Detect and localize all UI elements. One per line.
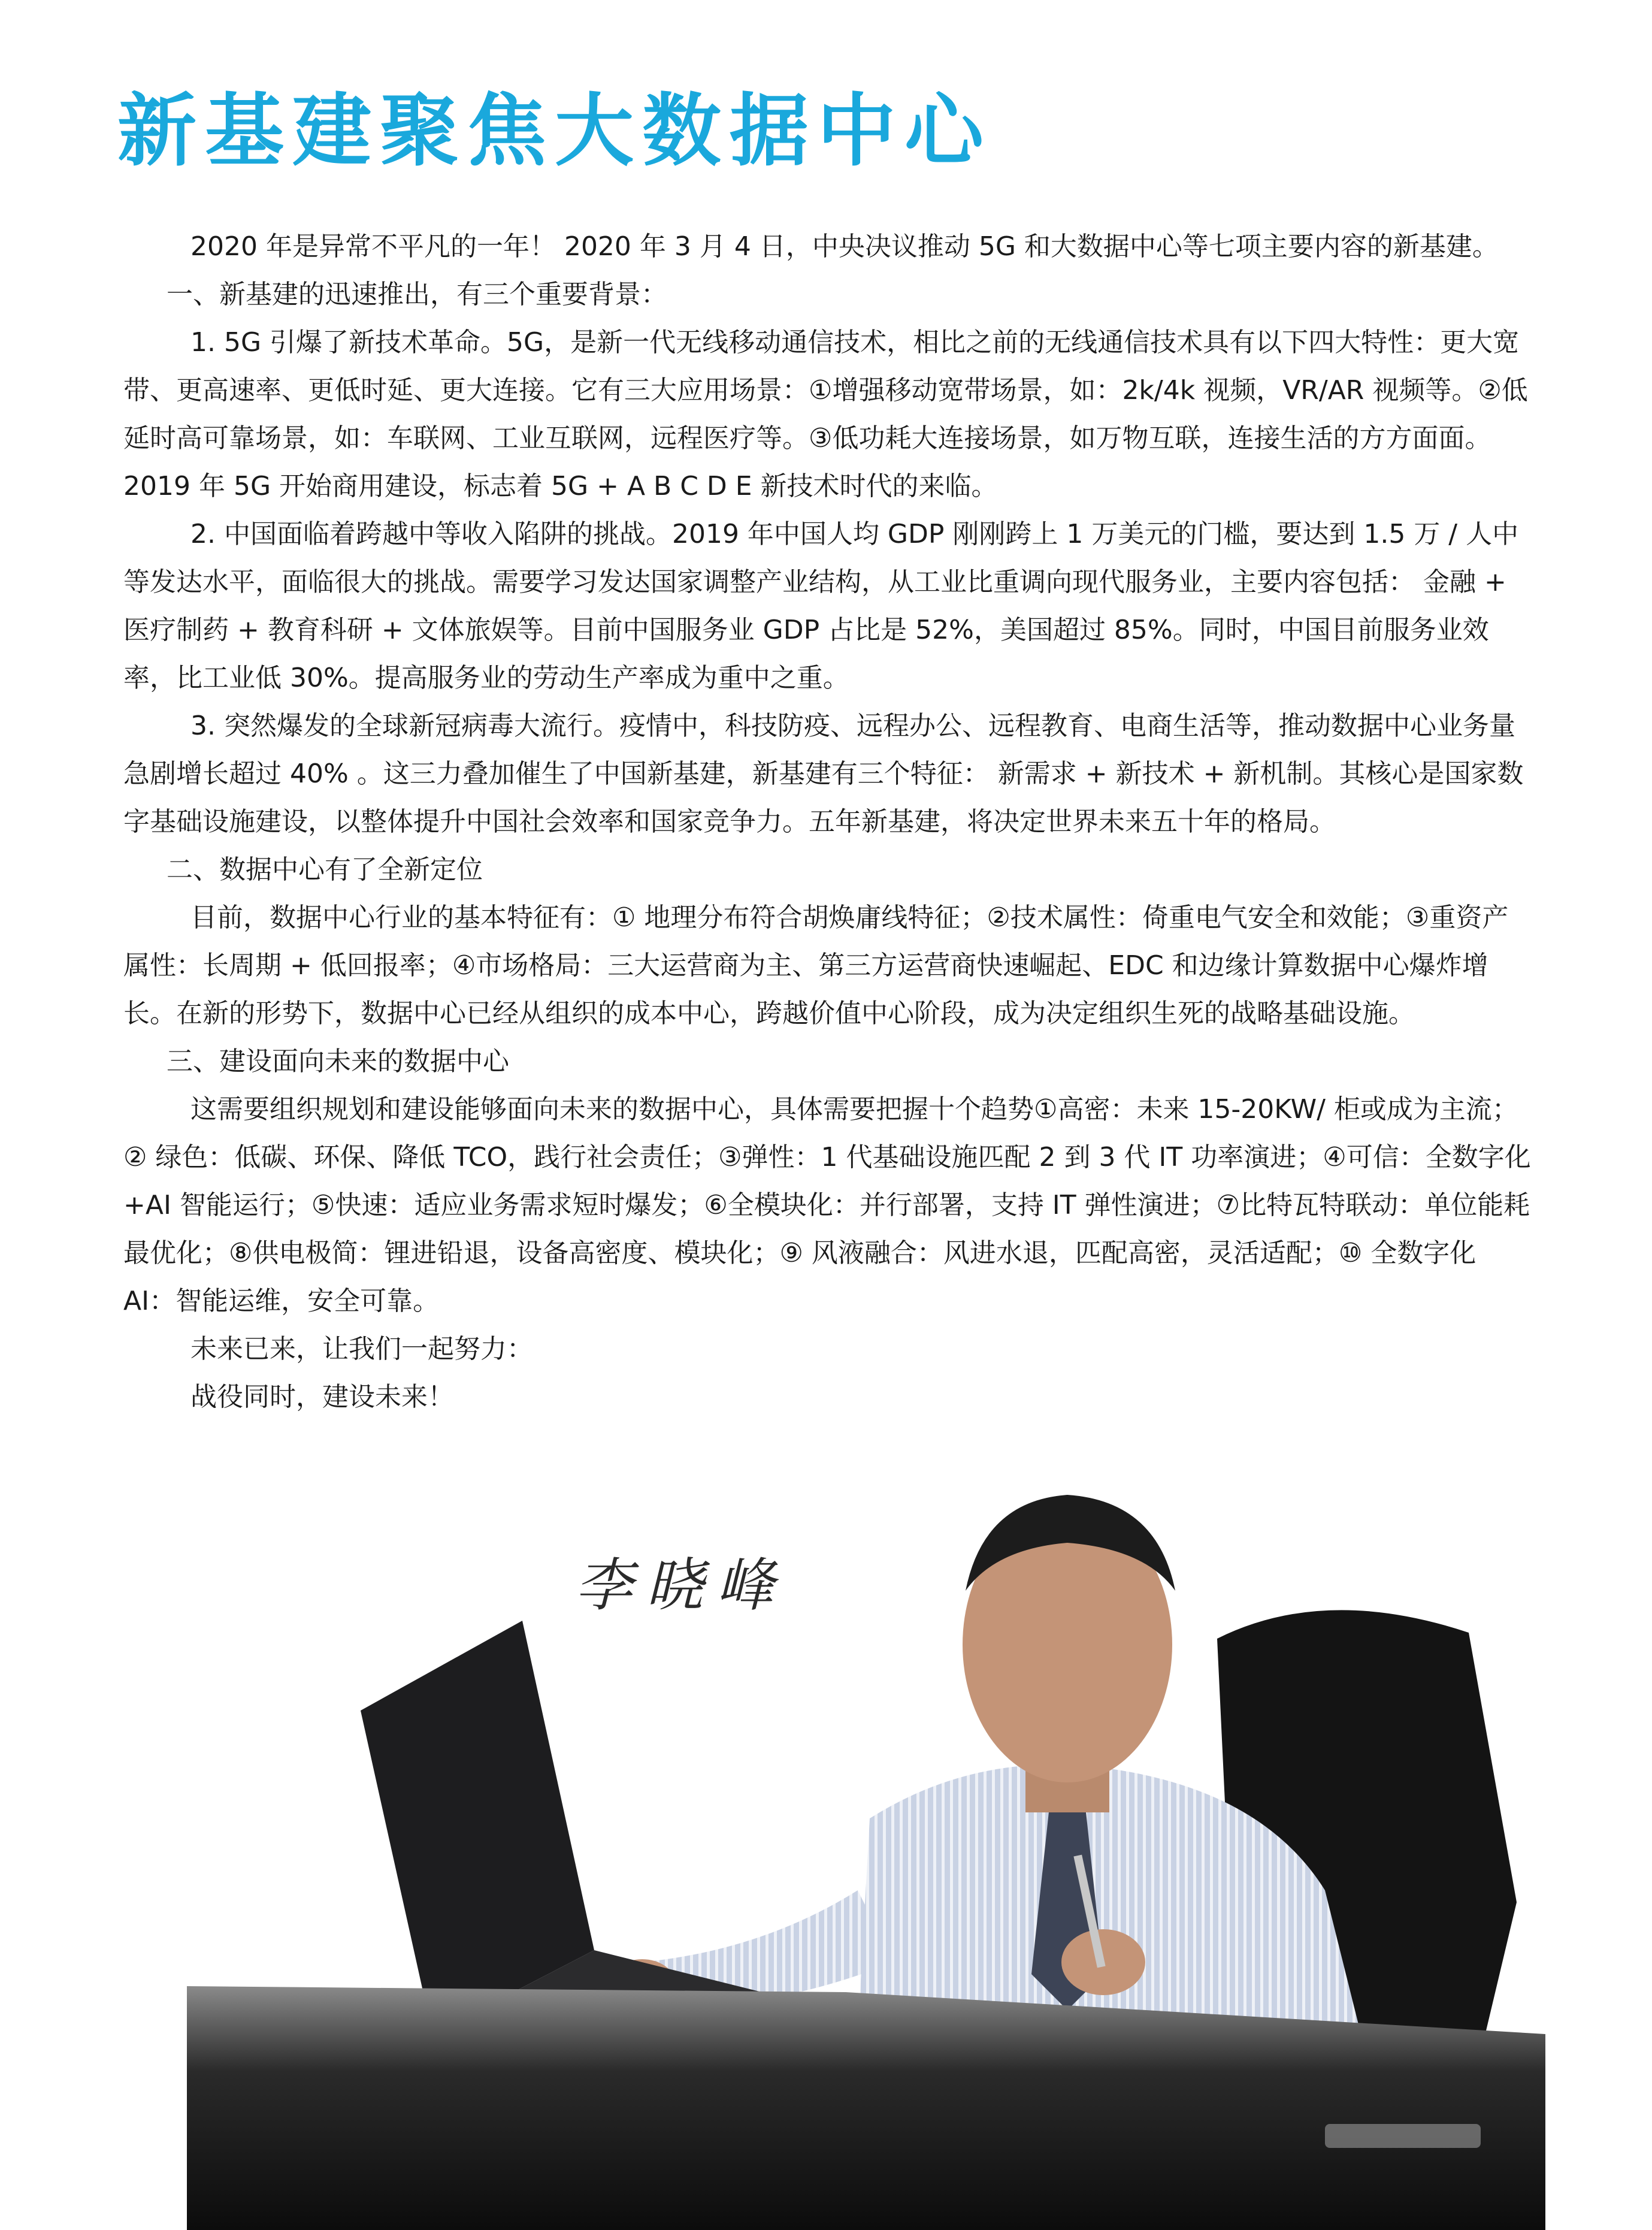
author-photo-illustration (187, 1435, 1545, 2230)
article-title: 新基建聚焦大数据中心 (117, 85, 992, 177)
intro-paragraph: 2020 年是异常不平凡的一年！ 2020 年 3 月 4 日，中央决议推动 5G 和大数据中心等七项主要内容的新基建。 (190, 231, 1499, 262)
closing-line-1: 未来已来，让我们一起努力： (190, 1334, 533, 1364)
body-paragraph-positioning: 目前，数据中心行业的基本特征有：① 地理分布符合胡焕庸线特征；②技术属性：倚重电气安全和效能；③重资产属性：长周期 + 低回报率；④市场格局：三大运营商为主、第三方运营商快速崛起、EDC 和边缘计算数据中心爆炸增长。在新的形势下，数据中心已经从组织的成本中心，跨越价值中心阶段，成为决定组织生死的战略基础设施。 (123, 902, 1509, 1029)
closing-line-2: 战役同时，建设未来！ (190, 1382, 454, 1412)
section-heading-1: 一、新基建的迅速推出，有三个重要背景： (167, 279, 667, 310)
section-heading-2: 二、数据中心有了全新定位 (167, 854, 483, 885)
author-signature: 李晓峰 (575, 1552, 787, 1619)
section-heading-3: 三、建设面向未来的数据中心 (167, 1046, 509, 1077)
author-photo (187, 1435, 1545, 2230)
desk-shape (187, 1986, 1545, 2230)
body-paragraph-pandemic: 3. 突然爆发的全球新冠病毒大流行。疫情中，科技防疫、远程办公、远程教育、电商生活等，推动数据中心业务量急剧增长超过 40% 。这三力叠加催生了中国新基建，新基建有三个特征： 新需求 + 新技术 + 新机制。其核心是国家数字基础设施建设，以整体提升中国社会效率和国家竞争力。五年新基建，将决定世界未来五十年的格局。 (123, 711, 1524, 837)
body-paragraph-5g: 1. 5G 引爆了新技术革命。5G，是新一代无线移动通信技术，相比之前的无线通信技术具有以下四大特性：更大宽带、更高速率、更低时延、更大连接。它有三大应用场景：①增强移动宽带场景，如：2k/4k 视频，VR/AR 视频等。②低延时高可靠场景，如：车联网、工业互联网，远程医疗等。③低功耗大连接场景，如万物互联，连接生活的方方面面。2019 年 5G 开始商用建设，标志着 5G + A B C D E 新技术时代的来临。 (123, 327, 1528, 501)
article-body (123, 223, 1531, 1421)
body-paragraph-trends: 这需要组织规划和建设能够面向未来的数据中心，具体需要把握十个趋势①高密：未来 15-20KW/ 柜或成为主流；② 绿色：低碳、环保、降低 TCO，践行社会责任；③弹性：1 代基础设施匹配 2 到 3 代 IT 功率演进；④可信：全数字化 +AI 智能运行；⑤快速：适应业务需求短时爆发；⑥全模块化：并行部署，支持 IT 弹性演进；⑦比特瓦特联动：单位能耗最优化；⑧供电极简：锂进铅退，设备高密度、模块化；⑨ 风液融合：风进水退，匹配高密，灵活适配；⑩ 全数字化 AI：智能运维，安全可靠。 (123, 1094, 1531, 1316)
body-paragraph-income-trap: 2. 中国面临着跨越中等收入陷阱的挑战。2019 年中国人均 GDP 刚刚跨上 1 万美元的门槛，要达到 1.5 万 / 人中等发达水平，面临很大的挑战。需要学习发达国家调整产业结构，从工业比重调向现代服务业，主要内容包括： 金融 + 医疗制药 + 教育科研 + 文体旅娱等。目前中国服务业 GDP 占比是 52%，美国超过 85%。同时，中国目前服务业效率，比工业低 30%。提高服务业的劳动生产率成为重中之重。 (123, 519, 1519, 693)
